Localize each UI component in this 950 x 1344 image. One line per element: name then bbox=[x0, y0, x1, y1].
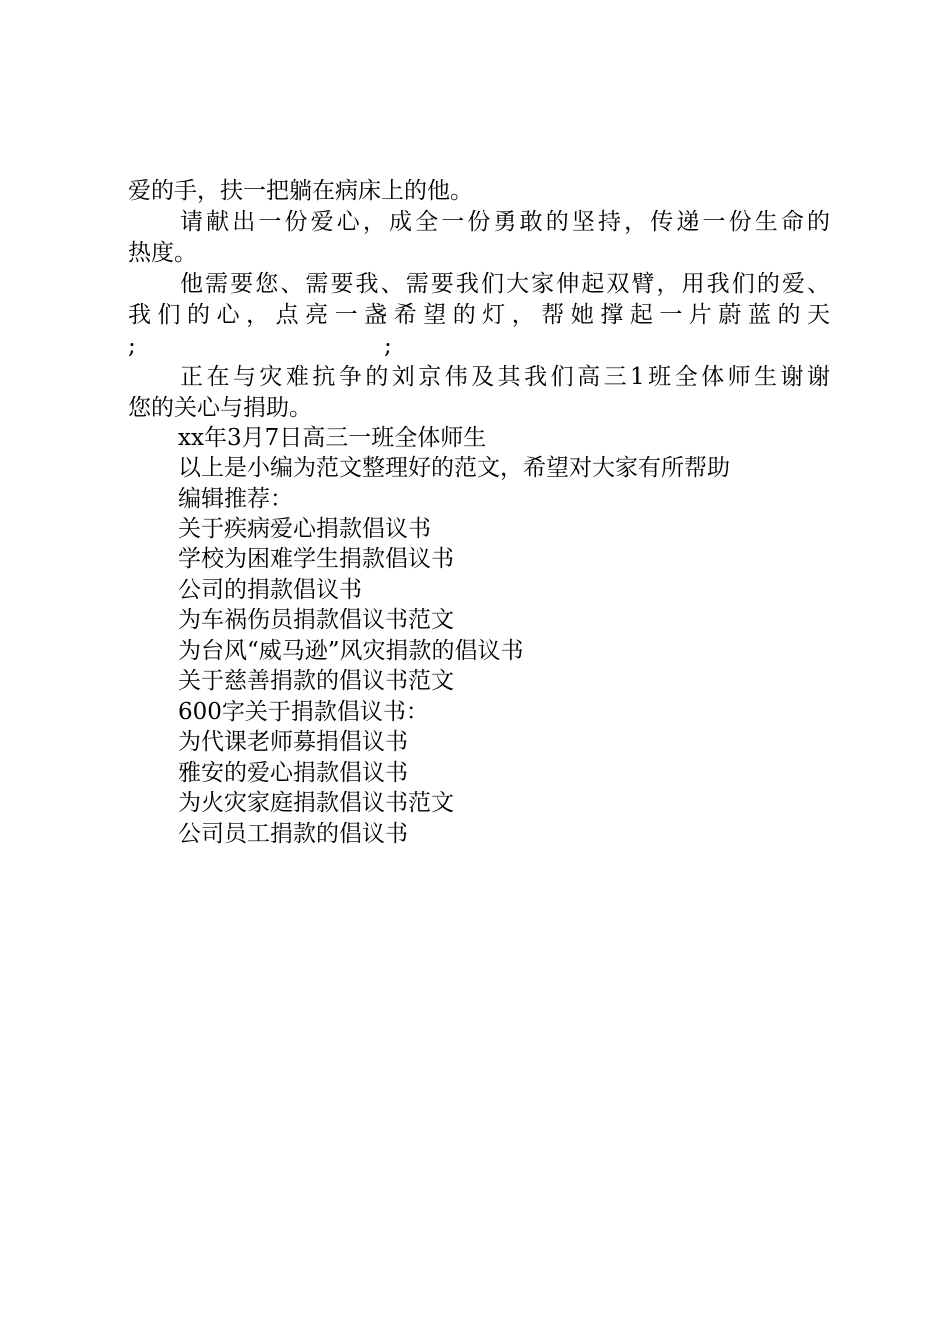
paragraph-line: 正在与灾难抗争的刘京伟及其我们高三1班全体师生谢谢 bbox=[180, 364, 830, 390]
paragraph-line: 请献出一份爱心，成全一份勇敢的坚持，传递一份生命的 bbox=[180, 209, 830, 235]
paragraph-line: ; bbox=[128, 333, 136, 359]
list-item: 600字关于捐款倡议书： bbox=[178, 699, 429, 725]
list-item: 为代课老师募捐倡议书 bbox=[178, 729, 408, 755]
paragraph-line: 您的关心与捐助。 bbox=[128, 395, 312, 421]
list-item: 为车祸伤员捐款倡议书范文 bbox=[178, 607, 454, 633]
list-item: 为火灾家庭捐款倡议书范文 bbox=[178, 790, 454, 816]
paragraph-line: 他需要您、需要我、需要我们大家伸起双臂，用我们的爱、 bbox=[180, 271, 830, 297]
list-item: 为台风“威马逊”风灾捐款的倡议书 bbox=[178, 638, 524, 664]
paragraph-line: 爱的手，扶一把躺在病床上的他。 bbox=[128, 178, 473, 204]
list-item: 学校为困难学生捐款倡议书 bbox=[178, 546, 454, 572]
paragraph-line: 热度。 bbox=[128, 240, 197, 266]
list-item: 雅安的爱心捐款倡议书 bbox=[178, 760, 408, 786]
paragraph-line: 我们的心，点亮一盏希望的灯，帮她撑起一片蔚蓝的天 bbox=[128, 302, 830, 328]
list-item: 关于慈善捐款的倡议书范文 bbox=[178, 668, 454, 694]
paragraph-line: xx年3月7日高三一班全体师生 bbox=[178, 425, 487, 451]
paragraph-line: ; bbox=[384, 333, 392, 359]
paragraph-line: 以上是小编为范文整理好的范文，希望对大家有所帮助 bbox=[178, 455, 730, 481]
list-item: 公司员工捐款的倡议书 bbox=[178, 821, 408, 847]
paragraph-line: 编辑推荐： bbox=[178, 486, 293, 512]
list-item: 公司的捐款倡议书 bbox=[178, 577, 362, 603]
list-item: 关于疾病爱心捐款倡议书 bbox=[178, 516, 431, 542]
